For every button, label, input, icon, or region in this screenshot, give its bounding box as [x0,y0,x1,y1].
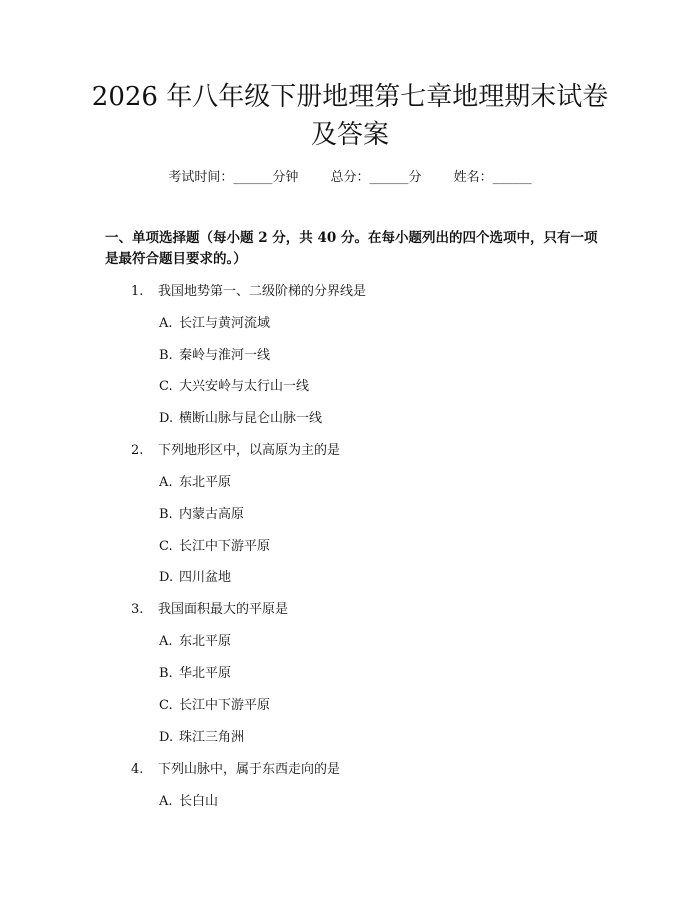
option-letter: B. [159,348,173,363]
option-text: 内蒙古高原 [179,507,245,522]
question-text: 我国地势第一、二级阶梯的分界线是 [158,284,367,299]
section-heading: 一、单项选择题（每小题 2 分，共 40 分。在每小题列出的四个选项中，只有一项是最符合题目要求的。） [105,230,598,267]
question-text: 我国面积最大的平原是 [158,602,289,617]
question-3-option-c [159,696,270,716]
exam-time-field: 考试时间：______分钟 [168,170,299,185]
option-text: 东北平原 [179,634,232,649]
option-letter: A. [159,634,173,649]
option-letter: D. [159,570,174,585]
question-2-option-a [159,473,231,493]
option-letter: D. [159,411,174,426]
option-letter: A. [159,475,173,490]
question-2 [131,441,340,461]
option-letter: A. [159,316,173,331]
question-2-option-c [159,537,270,557]
question-1-option-c [159,377,309,397]
option-letter: A. [159,794,173,809]
question-number: 4. [131,762,144,777]
page-title [60,78,640,154]
question-3 [131,600,288,620]
option-text: 长江中下游平原 [179,539,271,554]
title-line-2: 及答案 [310,120,389,150]
question-4-option-a [159,792,218,812]
option-text: 东北平原 [179,475,232,490]
question-text: 下列地形区中，以高原为主的是 [158,443,341,458]
title-line-1: 2026 年八年级下册地理第七章地理期末试卷 [91,82,609,112]
student-name-field: 姓名：______ [453,170,532,185]
option-letter: D. [159,730,174,745]
question-2-option-d [159,568,231,588]
question-4 [131,760,340,780]
option-letter: B. [159,666,173,681]
option-text: 长江与黄河流域 [179,316,271,331]
question-text: 下列山脉中，属于东西走向的是 [158,762,341,777]
option-letter: C. [159,539,173,554]
question-number: 2. [131,443,144,458]
option-text: 珠江三角洲 [179,730,245,745]
option-letter: C. [159,698,173,713]
question-1-option-d [159,409,322,429]
question-3-option-d [159,728,244,748]
option-text: 华北平原 [179,666,232,681]
option-text: 横断山脉与昆仑山脉一线 [179,411,323,426]
question-3-option-a [159,632,231,652]
question-number: 1. [131,284,144,299]
total-score-field: 总分：______分 [330,170,422,185]
option-text: 长江中下游平原 [179,698,271,713]
question-1-option-a [159,314,270,334]
question-number: 3. [131,602,144,617]
option-text: 四川盆地 [179,570,232,585]
option-text: 秦岭与淮河一线 [179,348,271,363]
question-2-option-b [159,505,244,525]
exam-info-line [0,168,700,188]
option-letter: B. [159,507,173,522]
question-3-option-b [159,664,231,684]
question-1 [131,282,366,302]
question-1-option-b [159,346,270,366]
option-letter: C. [159,379,173,394]
option-text: 大兴安岭与太行山一线 [179,379,310,394]
option-text: 长白山 [179,794,219,809]
